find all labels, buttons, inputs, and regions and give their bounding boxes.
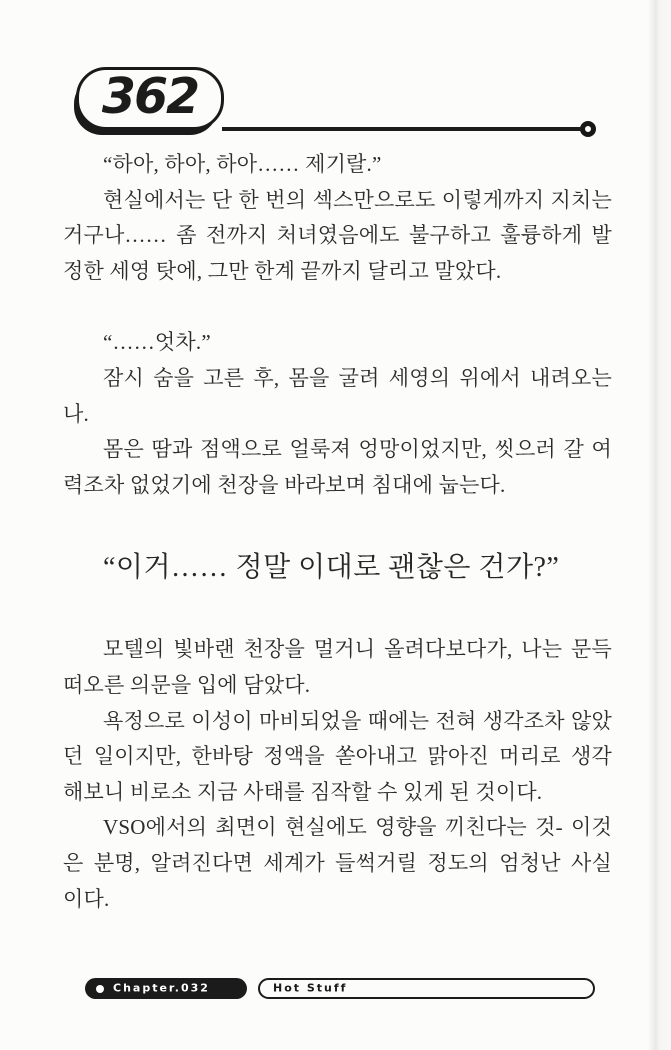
- text-line: 던 일이지만, 한바탕 정액을 쏟아내고 맑아진 머리로 생각: [63, 744, 612, 769]
- bullet-dot-icon: [96, 985, 104, 993]
- text-line: 이다.: [63, 886, 110, 911]
- body-text: [63, 147, 612, 917]
- text-line: 력조차 없었기에 천장을 바라보며 침대에 눕는다.: [63, 472, 506, 497]
- text-line: 떠오른 의문을 입에 담았다.: [63, 672, 311, 697]
- emphasized-dialogue-line: “이거…… 정말 이대로 괜찮은 건가?”: [103, 552, 560, 584]
- text-line: 모텔의 빛바랜 천장을 멀거니 올려다보다가, 나는 문득: [103, 637, 612, 662]
- page-number-badge: [76, 67, 224, 130]
- text-line: 몸은 땀과 점액으로 얼룩져 엉망이었지만, 씻으러 갈 여: [103, 437, 612, 462]
- header-rule-line: [222, 127, 581, 131]
- text-line: 잠시 숨을 고른 후, 몸을 굴려 세영의 위에서 내려오는: [103, 365, 612, 390]
- chapter-label: Chapter.032: [113, 981, 210, 995]
- text-line: 나.: [63, 401, 89, 426]
- text-line: VSO에서의 최면이 현실에도 영향을 끼친다는 것- 이것: [103, 815, 612, 840]
- blank-line: [63, 289, 612, 325]
- page-edge-shadow: [648, 0, 671, 1050]
- text-line: “하아, 하아, 하아…… 제기랄.”: [103, 152, 382, 176]
- chapter-badge: [85, 978, 247, 999]
- header-rule-end-dot-icon: [580, 121, 596, 137]
- text-line: 정한 세영 탓에, 그만 한계 끝까지 달리고 말았다.: [63, 258, 502, 283]
- blank-line: [63, 503, 612, 547]
- text-line: 은 분명, 알려진다면 세계가 들썩거릴 정도의 엄청난 사실: [63, 850, 612, 875]
- text-line: 거구나…… 좀 전까지 처녀였음에도 불구하고 훌륭하게 발: [63, 223, 612, 248]
- page-number: 362: [101, 68, 199, 125]
- blank-line: [63, 588, 612, 632]
- text-line: 현실에서는 단 한 번의 섹스만으로도 이렇게까지 지치는: [103, 187, 612, 212]
- text-line: 해보니 비로소 지금 사태를 짐작할 수 있게 된 것이다.: [63, 779, 543, 804]
- text-line: “……엇차.”: [103, 330, 211, 355]
- book-title-label: Hot Stuff: [273, 981, 348, 995]
- book-title-badge: [258, 978, 595, 999]
- text-line: 욕정으로 이성이 마비되었을 때에는 전혀 생각조차 않았: [103, 708, 612, 733]
